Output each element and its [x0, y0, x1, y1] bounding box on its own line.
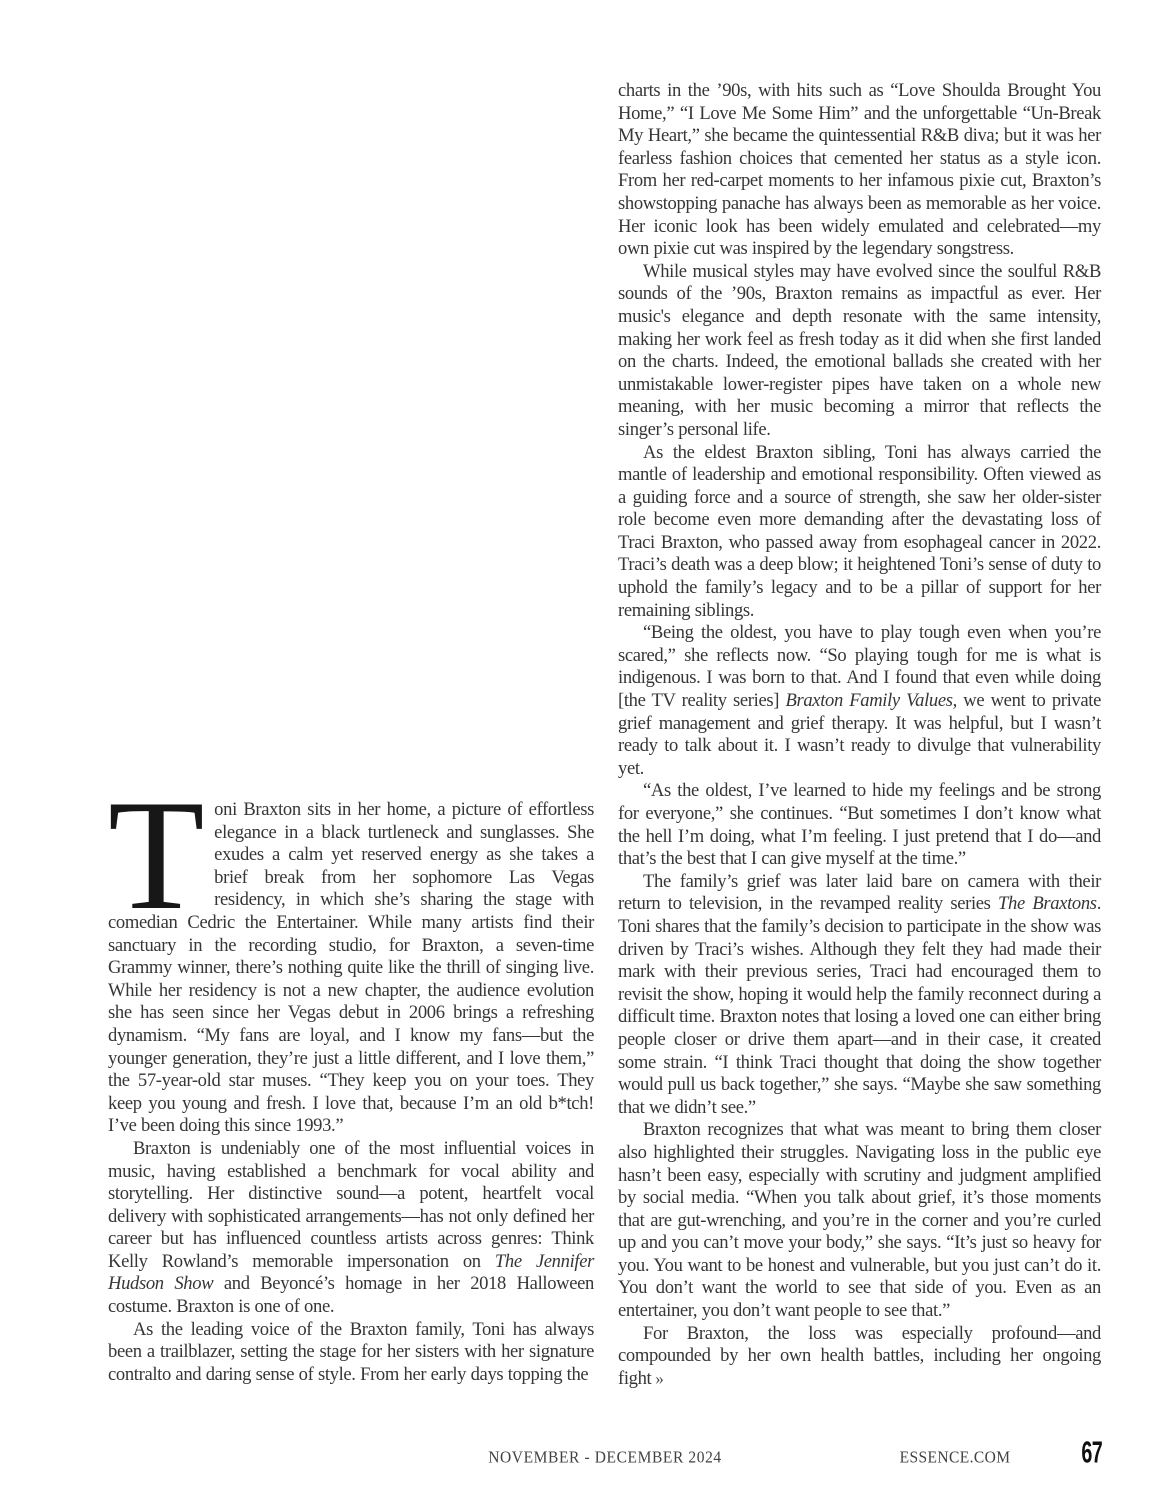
paragraph: [618, 80, 1101, 261]
text-run: The family’s grief was later laid bare on camera with their return to television, in the revamped reality series: [618, 870, 1101, 915]
text-run: and Beyoncé’s homage in her 2018 Halloween costume. Braxton is one of one.: [108, 1273, 594, 1318]
paragraph: [618, 261, 1101, 442]
continuation-arrow: »: [655, 1368, 664, 1388]
paragraph: [618, 622, 1101, 780]
text-run: “As the oldest, I’ve learned to hide my feelings and be strong for everyone,” she continues. “But sometimes I don’t know what the hell I’m doing, what I’m feeling. I just pretend that I do—and that’s the best that I can give myself at the time.”: [618, 780, 1101, 870]
paragraph: [618, 871, 1101, 1120]
right-column: [618, 80, 1101, 1390]
text-run: For Braxton, the loss was especially profound—and compounded by her own health battles, including her ongoing fight: [618, 1322, 1101, 1389]
left-column: [108, 768, 594, 1386]
text-run: As the eldest Braxton sibling, Toni has always carried the mantle of leadership and emotional responsibility. Often viewed as a guiding force and a source of strength, she saw her older-sister role become even more demanding after the devastating loss of Traci Braxton, who passed away from esophageal cancer in 2022. Traci’s death was a deep blow; it heightened Toni’s sense of duty to uphold the family’s legacy and to be a pillar of support for her remaining siblings.: [618, 441, 1101, 621]
text-run: Braxton recognizes that what was meant to bring them closer also highlighted their struggles. Navigating loss in the public eye hasn’t been easy, especially with scrutiny and judgment amplified by social media. “When you talk about grief, it’s those moments that are gut-wrenching, and you’re in the corner and you’re curled up and you can’t move your body,” she says. “It’s just so heavy for you. You want to be honest and vulnerable, but you just can’t do it. You don’t want the world to see that side of you. Even as an entertainer, you don’t want people to see that.”: [618, 1119, 1101, 1322]
text-run: As the leading voice of the Braxton family, Toni has always been a trailblazer, setting the stage for her sisters with her signature contralto and daring sense of style. From her early days topping the: [108, 1318, 594, 1385]
text-run: The Braxtons: [998, 893, 1097, 915]
footer-page-number: 67: [1081, 1436, 1102, 1470]
paragraph: [618, 442, 1101, 623]
text-run: . Toni shares that the family’s decision to participate in the show was driven by Traci’s wishes. Although they felt they had made their mark with their previous series, Traci had encouraged them to revisit the show, hoping it would help the family reconnect during a difficult time. Braxton notes that losing a loved one can either bring people closer or drive them apart—and in their case, it created some strain. “I think Traci thought that doing the show together would pull us back together,” she says. “Maybe she saw something that we didn’t see.”: [618, 893, 1101, 1118]
paragraph: [108, 1319, 594, 1387]
paragraph: [618, 780, 1101, 870]
text-run: Braxton Family Values: [785, 690, 953, 712]
drop-cap: T: [108, 768, 205, 943]
paragraph: [618, 1323, 1101, 1391]
paragraph: [108, 768, 594, 1138]
paragraph: [618, 1119, 1101, 1322]
footer-website: ESSENCE.COM: [899, 1448, 1011, 1467]
footer-issue-date: NOVEMBER - DECEMBER 2024: [488, 1448, 722, 1467]
text-run: , we went to private grief management and grief therapy. It was helpful, but I wasn’t ready to talk about it. I wasn’t ready to divulge that vulnerability yet.: [618, 690, 1101, 779]
paragraph: [108, 1138, 594, 1319]
text-run: oni Braxton sits in her home, a picture of effortless elegance in a black turtleneck and sunglasses. She exudes a calm yet reserved energy as she takes a brief break from her sophomore Las Vegas residency, in which she’s sharing the stage with comedian Cedric the Entertainer. While many artists find their sanctuary in the recording studio, for Braxton, a seven-time Grammy winner, there’s nothing quite like the thrill of singing live. While her residency is not a new chapter, the audience evolution she has seen since her Vegas debut in 2006 brings a refreshing dynamism. “My fans are loyal, and I know my fans—but the younger generation, they’re just a little different, and I love them,” the 57-year-old star muses. “They keep you on your toes. They keep you young and fresh. I love that, because I’m an old b*tch! I’ve been doing this since 1993.”: [108, 799, 594, 1137]
text-run: The Jennifer Hudson Show: [108, 1250, 594, 1295]
text-run: While musical styles may have evolved since the soulful R&B sounds of the ’90s, Braxton remains as impactful as ever. Her music's elegance and depth resonate with the same intensity, making her work feel as fresh today as it did when she first landed on the charts. Indeed, the emotional ballads she created with her unmistakable lower-register pipes have taken on a whole new meaning, with her music becoming a mirror that reflects the singer’s personal life.: [618, 260, 1101, 440]
text-run: Braxton is undeniably one of the most influential voices in music, having established a benchmark for vocal ability and storytelling. Her distinctive sound—a potent, heartfelt vocal delivery with sophisticated arrangements—has not only defined her career but has influenced countless artists across genres: Think Kelly Rowland’s memorable impersonation on: [108, 1137, 594, 1272]
text-run: charts in the ’90s, with hits such as “Love Shoulda Brought You Home,” “I Love Me Some Him” and the unforgettable “Un-Break My Heart,” she became the quintessential R&B diva; but it was her fearless fashion choices that cemented her status as a style icon. From her red-carpet moments to her infamous pixie cut, Braxton’s showstopping panache has always been as memorable as her voice. Her iconic look has been widely emulated and celebrated—my own pixie cut was inspired by the legendary songstress.: [618, 80, 1101, 260]
text-run: “Being the oldest, you have to play tough even when you’re scared,” she reflects now. “So playing tough for me is what is indigenous. I was born to that. And I found that even while doing [the TV reality series]: [618, 622, 1101, 712]
